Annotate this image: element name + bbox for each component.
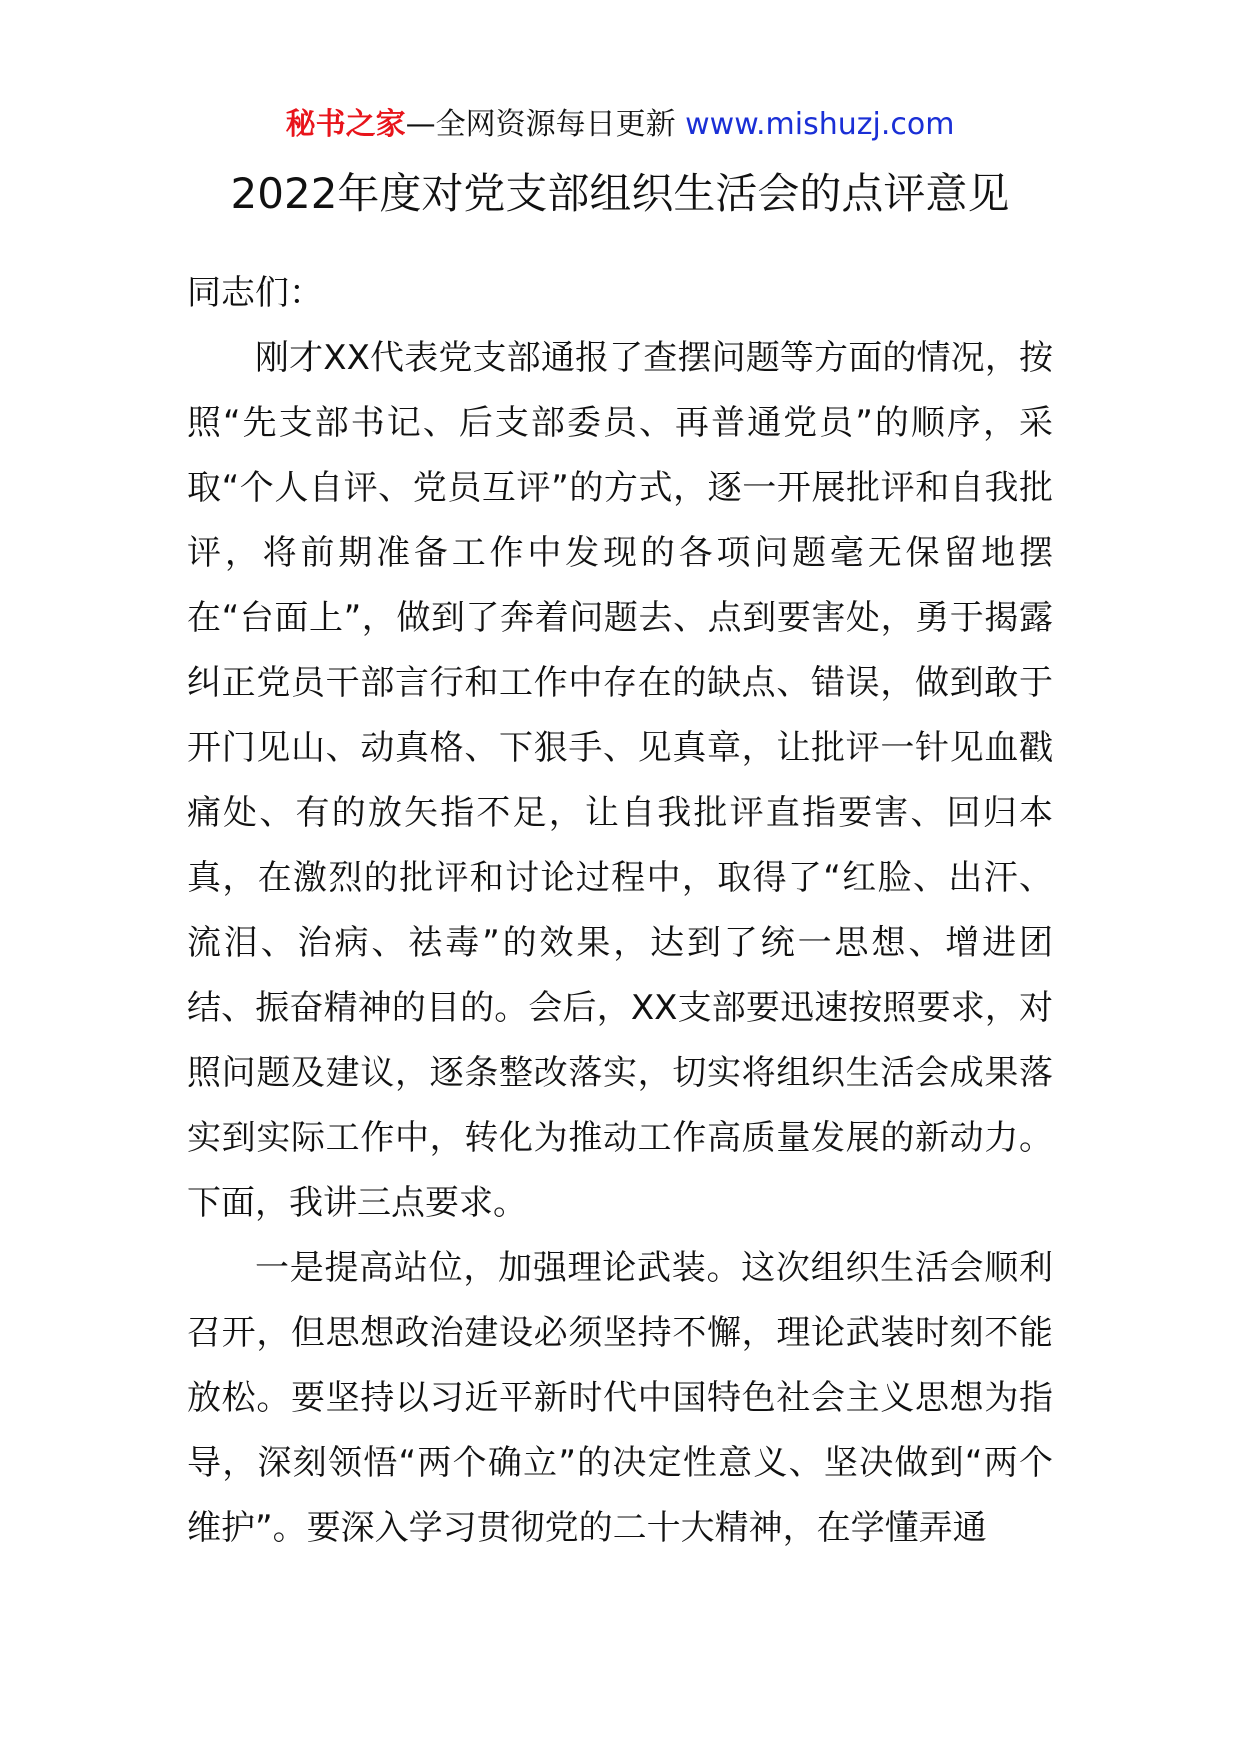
header-slogan: —全网资源每日更新	[405, 107, 686, 142]
paragraph-2: 一是提高站位，加强理论武装。这次组织生活会顺利召开，但思想政治建设必须坚持不懈，理论武装时刻不能放松。要坚持以习近平新时代中国特色社会主义思想为指导，深刻领悟“两个确立”的决定性意义、坚决做到“两个维护”。要深入学习贯彻党的二十大精神，在学懂弄通	[187, 1248, 1053, 1548]
brand-name: 秘书之家	[285, 107, 406, 142]
site-url[interactable]: www.mishuzj.com	[685, 107, 955, 142]
document-title: 2022年度对党支部组织生活会的点评意见	[230, 169, 1010, 218]
site-header	[0, 100, 1240, 150]
paragraph-1: 刚才XX代表党支部通报了查摆问题等方面的情况，按照“先支部书记、后支部委员、再普通党员”的顺序，采取“个人自评、党员互评”的方式，逐一开展批评和自我批评，将前期准备工作中发现的各项问题毫无保留地摆在“台面上”，做到了奔着问题去、点到要害处，勇于揭露纠正党员干部言行和工作中存在的缺点、错误，做到敢于开门见山、动真格、下狠手、见真章，让批评一针见血戳痛处、有的放矢指不足，让自我批评直指要害、回归本真，在激烈的批评和讨论过程中，取得了“红脸、出汗、流泪、治病、祛毒”的效果，达到了统一思想、增进团结、振奋精神的目的。会后，XX支部要迅速按照要求，对照问题及建议，逐条整改落实，切实将组织生活会成果落实到实际工作中，转化为推动工作高质量发展的新动力。下面，我讲三点要求。	[187, 338, 1053, 1223]
document-body	[187, 261, 1053, 1561]
salutation: 同志们：	[187, 273, 323, 313]
